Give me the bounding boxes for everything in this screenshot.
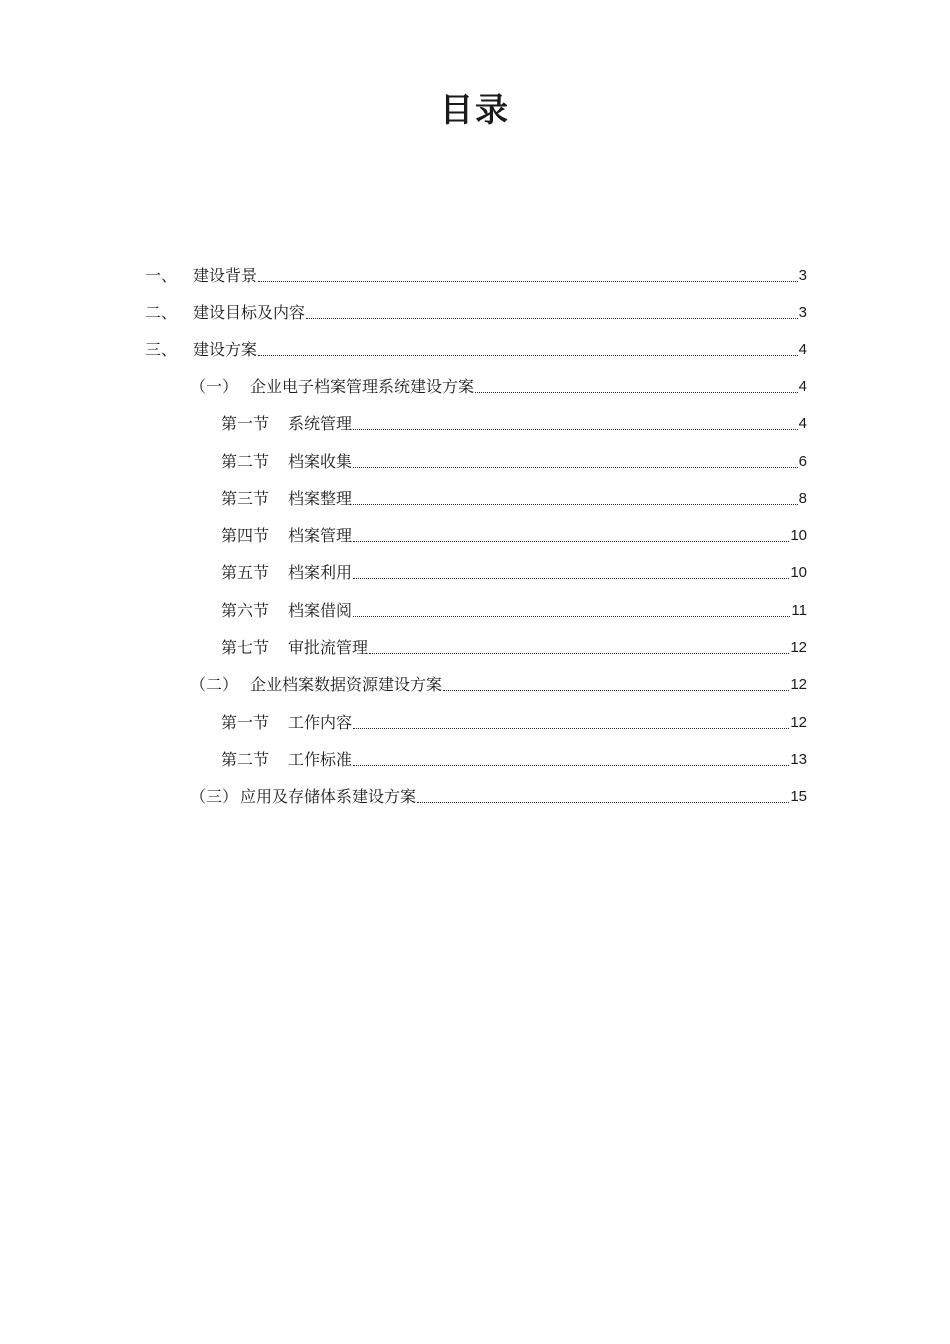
toc-entry-number: 第四节 <box>221 526 270 545</box>
toc-entry-page: 11 <box>791 602 807 619</box>
toc-entry-number: 第六节 <box>221 601 270 620</box>
toc-dot-leader <box>353 713 789 733</box>
toc-entry-page: 4 <box>798 415 807 432</box>
toc-entry-label: 应用及存储体系建设方案 <box>240 787 417 806</box>
toc-entry[interactable] <box>221 546 807 583</box>
toc-entry-label: 工作内容 <box>288 713 353 732</box>
toc-entry-label: 系统管理 <box>288 414 353 433</box>
toc-entry-number: 二、 <box>145 303 178 322</box>
toc-dot-leader <box>353 414 798 434</box>
toc-entry[interactable] <box>145 323 807 360</box>
toc-entry-page: 12 <box>790 714 807 731</box>
toc-entry[interactable] <box>221 733 807 770</box>
toc-entry[interactable] <box>221 621 807 658</box>
toc-dot-leader <box>353 489 798 509</box>
toc-entry-number: 第七节 <box>221 638 270 657</box>
toc-dot-leader <box>417 787 789 807</box>
toc-dot-leader <box>475 377 798 397</box>
toc-entry[interactable] <box>145 286 807 323</box>
toc-entry[interactable] <box>221 435 807 472</box>
toc-entry-page: 4 <box>798 378 807 395</box>
toc-entry-page: 13 <box>790 751 807 768</box>
page-title: 目录 <box>440 90 510 129</box>
toc-entry-page: 6 <box>798 453 807 470</box>
toc-entry[interactable] <box>190 770 807 807</box>
toc-entry-page: 15 <box>790 788 807 805</box>
toc-entry-label: 工作标准 <box>288 750 353 769</box>
toc-dot-leader <box>353 526 789 546</box>
toc-entry-number: 第三节 <box>221 489 270 508</box>
toc-entry-page: 3 <box>798 304 807 321</box>
toc-entry-number: 第二节 <box>221 452 270 471</box>
toc-entry-label: 建设目标及内容 <box>193 303 306 322</box>
toc-entry[interactable] <box>190 658 807 695</box>
toc-entry[interactable] <box>221 696 807 733</box>
toc-dot-leader <box>353 563 789 583</box>
toc-entry-label: 企业电子档案管理系统建设方案 <box>250 377 475 396</box>
toc-entry-number: 第一节 <box>221 414 270 433</box>
toc-entry-page: 12 <box>790 639 807 656</box>
toc-dot-leader <box>353 750 789 770</box>
toc-entry[interactable] <box>145 249 807 286</box>
toc-entry-number: 第二节 <box>221 750 270 769</box>
toc-entry-page: 12 <box>790 676 807 693</box>
toc-entry-number: （一） <box>190 377 239 396</box>
toc-entry-label: 档案借阅 <box>288 601 353 620</box>
toc-dot-leader <box>443 675 789 695</box>
toc-entry-page: 4 <box>798 341 807 358</box>
toc-entry-label: 建设方案 <box>193 340 258 359</box>
toc-entry-number: （三） <box>190 787 239 806</box>
toc-entry-page: 8 <box>798 490 807 507</box>
toc-entry-label: 档案收集 <box>288 452 353 471</box>
toc-entry-page: 10 <box>790 564 807 581</box>
toc-entry-label: 档案整理 <box>288 489 353 508</box>
toc-dot-leader <box>258 266 798 286</box>
toc-entry[interactable] <box>190 360 807 397</box>
toc-entry[interactable] <box>221 584 807 621</box>
toc-entry-label: 档案利用 <box>288 563 353 582</box>
toc-entry-page: 3 <box>798 267 807 284</box>
toc-dot-leader <box>258 340 798 360</box>
toc-entry-number: 第一节 <box>221 713 270 732</box>
toc-entry-label: 建设背景 <box>193 266 258 285</box>
toc-entry-number: 三、 <box>145 340 178 359</box>
toc-entry-label: 档案管理 <box>288 526 353 545</box>
toc-entry[interactable] <box>221 509 807 546</box>
toc-entry-page: 10 <box>790 527 807 544</box>
toc-entry-number: 第五节 <box>221 563 270 582</box>
toc-dot-leader <box>353 452 798 472</box>
toc-dot-leader <box>353 601 790 621</box>
toc-entry[interactable] <box>221 472 807 509</box>
toc-entry-number: 一、 <box>145 266 178 285</box>
toc-entry-label: 审批流管理 <box>288 638 369 657</box>
toc-dot-leader <box>306 303 798 323</box>
toc-entry-label: 企业档案数据资源建设方案 <box>250 675 443 694</box>
toc-dot-leader <box>369 638 789 658</box>
toc-entry-number: （二） <box>190 675 239 694</box>
toc-entry[interactable] <box>221 397 807 434</box>
